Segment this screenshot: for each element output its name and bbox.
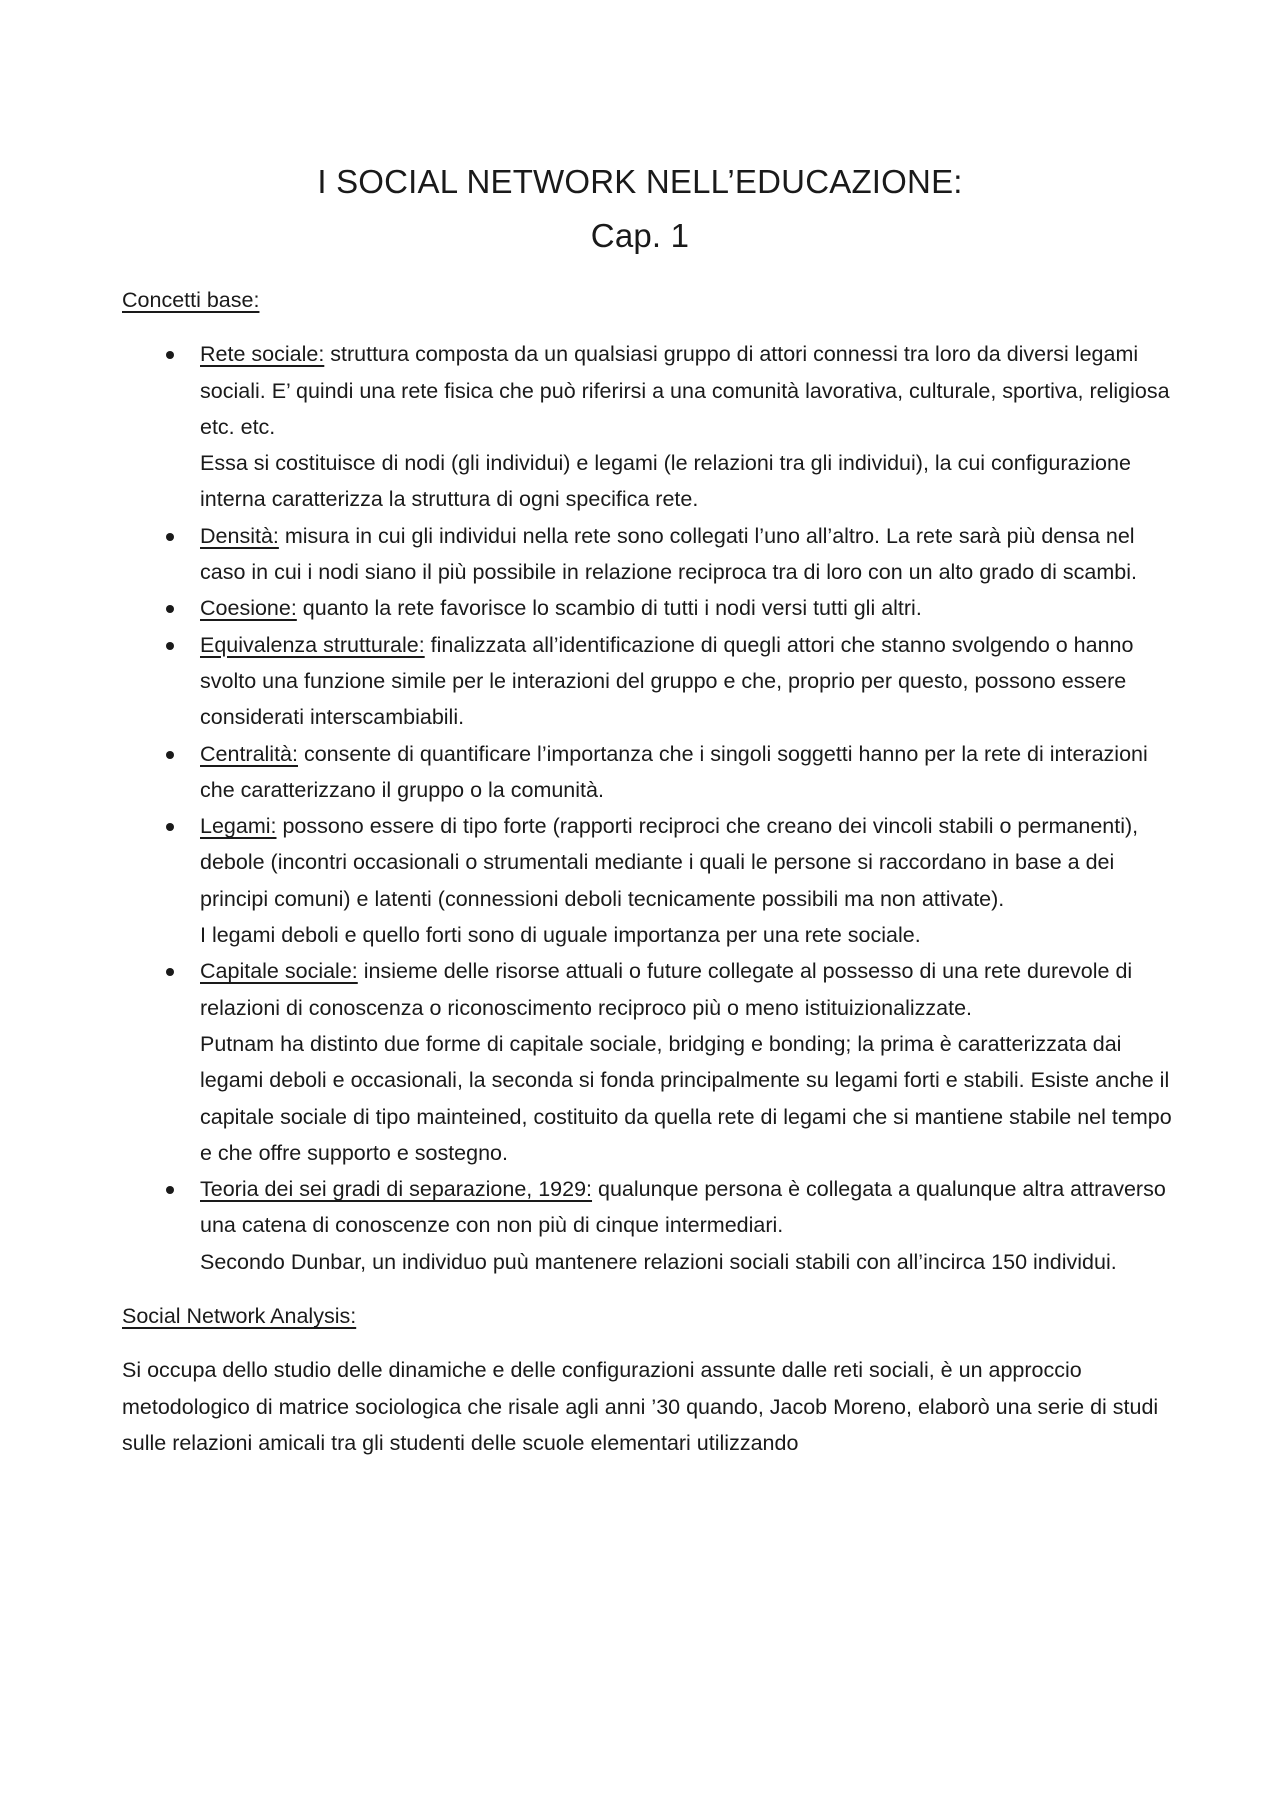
term-definition: consente di quantificare l’importanza che i singoli soggetti hanno per la rete di interazioni che caratterizzano il gruppo o la comunità. <box>200 741 1148 802</box>
title-line-main: I SOCIAL NETWORK NELL’EDUCAZIONE: <box>317 163 963 200</box>
list-item-sei-gradi-separazione <box>122 1171 1172 1280</box>
list-item-legami <box>122 808 1172 953</box>
term-definition: misura in cui gli individui nella rete sono collegati l’uno all’altro. La rete sarà più densa nel caso in cui i nodi siano il più possibile in relazione reciproca tra di loro con un alto grado di scambi. <box>200 523 1137 585</box>
bullet-icon <box>166 823 174 831</box>
list-item-densita <box>122 518 1172 591</box>
bullet-icon <box>166 751 174 759</box>
bullet-icon <box>166 642 174 650</box>
list-item-coesione <box>122 590 1172 626</box>
term-definition: finalizzata all’identificazione di quegli attori che stanno svolgendo o hanno svolto una funzione simile per le interazioni del gruppo e che, proprio per questo, possono essere considerati interscambiabili. <box>200 632 1134 730</box>
term-label: Capitale sociale: <box>200 959 358 984</box>
term-definition: qualunque persona è collegata a qualunque altra attraverso una catena di conoscenze con non più di cinque intermediari. <box>200 1177 1166 1238</box>
term-definition: struttura composta da un qualsiasi gruppo di attori connessi tra loro da diversi legami sociali. E’ quindi una rete fisica che può riferirsi a una comunità lavorativa, culturale, sportiva, religiosa etc. etc. <box>200 342 1170 439</box>
term-label: Densità: <box>200 523 279 548</box>
bullet-icon <box>166 351 174 359</box>
term-label: Coesione: <box>200 596 297 621</box>
term-label: Equivalenza strutturale: <box>200 632 425 657</box>
term-label: Rete sociale: <box>200 342 325 367</box>
document-body <box>122 282 1172 1461</box>
term-extra-paragraph: Putnam ha distinto due forme di capitale sociale, bridging e bonding; la prima è caratterizzata dai legami deboli e occasionali, la seconda si fonda principalmente su legami forti e stabili. Esiste anche il capitale sociale di tipo mainteined, costituito da quella rete di legami che si mantiene stabile nel tempo e che offre supporto e sostegno. <box>200 1031 1172 1165</box>
list-item-capitale-sociale <box>122 953 1172 1171</box>
term-definition: possono essere di tipo forte (rapporti reciproci che creano dei vincoli stabili o permanenti), debole (incontri occasionali o strumentali mediante i quali le persone si raccordano in base a dei principi comuni) e latenti (connessioni deboli tecnicamente possibili ma non attivate). <box>200 814 1139 911</box>
term-definition: insieme delle risorse attuali o future collegate al possesso di una rete durevole di relazioni di conoscenza o riconoscimento reciproco più o meno istituizionalizzate. <box>200 959 1133 1020</box>
section-body-paragraph: Si occupa dello studio delle dinamiche e delle configurazioni assunte dalle reti sociali, è un approccio metodologico di matrice sociologica che risale agli anni ’30 quando, Jacob Moreno, elaborò una serie di studi sulle relazioni amicali tra gli studenti delle scuole elementari utilizzando <box>122 1358 1159 1455</box>
term-label: Centralità: <box>200 741 298 766</box>
term-extra-paragraph: Secondo Dunbar, un individuo puù mantenere relazioni sociali stabili con all’incirca 150 individui. <box>200 1249 1117 1274</box>
section-heading-concetti-base: Concetti base: <box>122 288 260 312</box>
section-heading-social-network-analysis: Social Network Analysis: <box>122 1304 357 1329</box>
term-label: Teoria dei sei gradi di separazione, 1929: <box>200 1177 593 1202</box>
list-item-rete-sociale <box>122 336 1172 517</box>
term-extra-paragraph: Essa si costituisce di nodi (gli individui) e legami (le relazioni tra gli individui), la cui configurazione interna caratterizza la struttura di ogni specifica rete. <box>200 451 1131 512</box>
bullet-icon <box>166 968 174 976</box>
bullet-icon <box>166 1186 174 1194</box>
document-title <box>0 155 1280 263</box>
term-definition: quanto la rete favorisce lo scambio di tutti i nodi versi tutti gli altri. <box>296 596 922 621</box>
term-label: Legami: <box>200 814 277 839</box>
bullet-icon <box>166 605 174 613</box>
term-extra-paragraph: I legami deboli e quello forti sono di uguale importanza per una rete sociale. <box>200 923 921 948</box>
bullet-icon <box>166 533 174 541</box>
concepts-list <box>122 336 1172 1280</box>
list-item-equivalenza-strutturale <box>122 627 1172 736</box>
title-line-chapter: Cap. 1 <box>590 217 690 254</box>
list-item-centralita <box>122 736 1172 809</box>
